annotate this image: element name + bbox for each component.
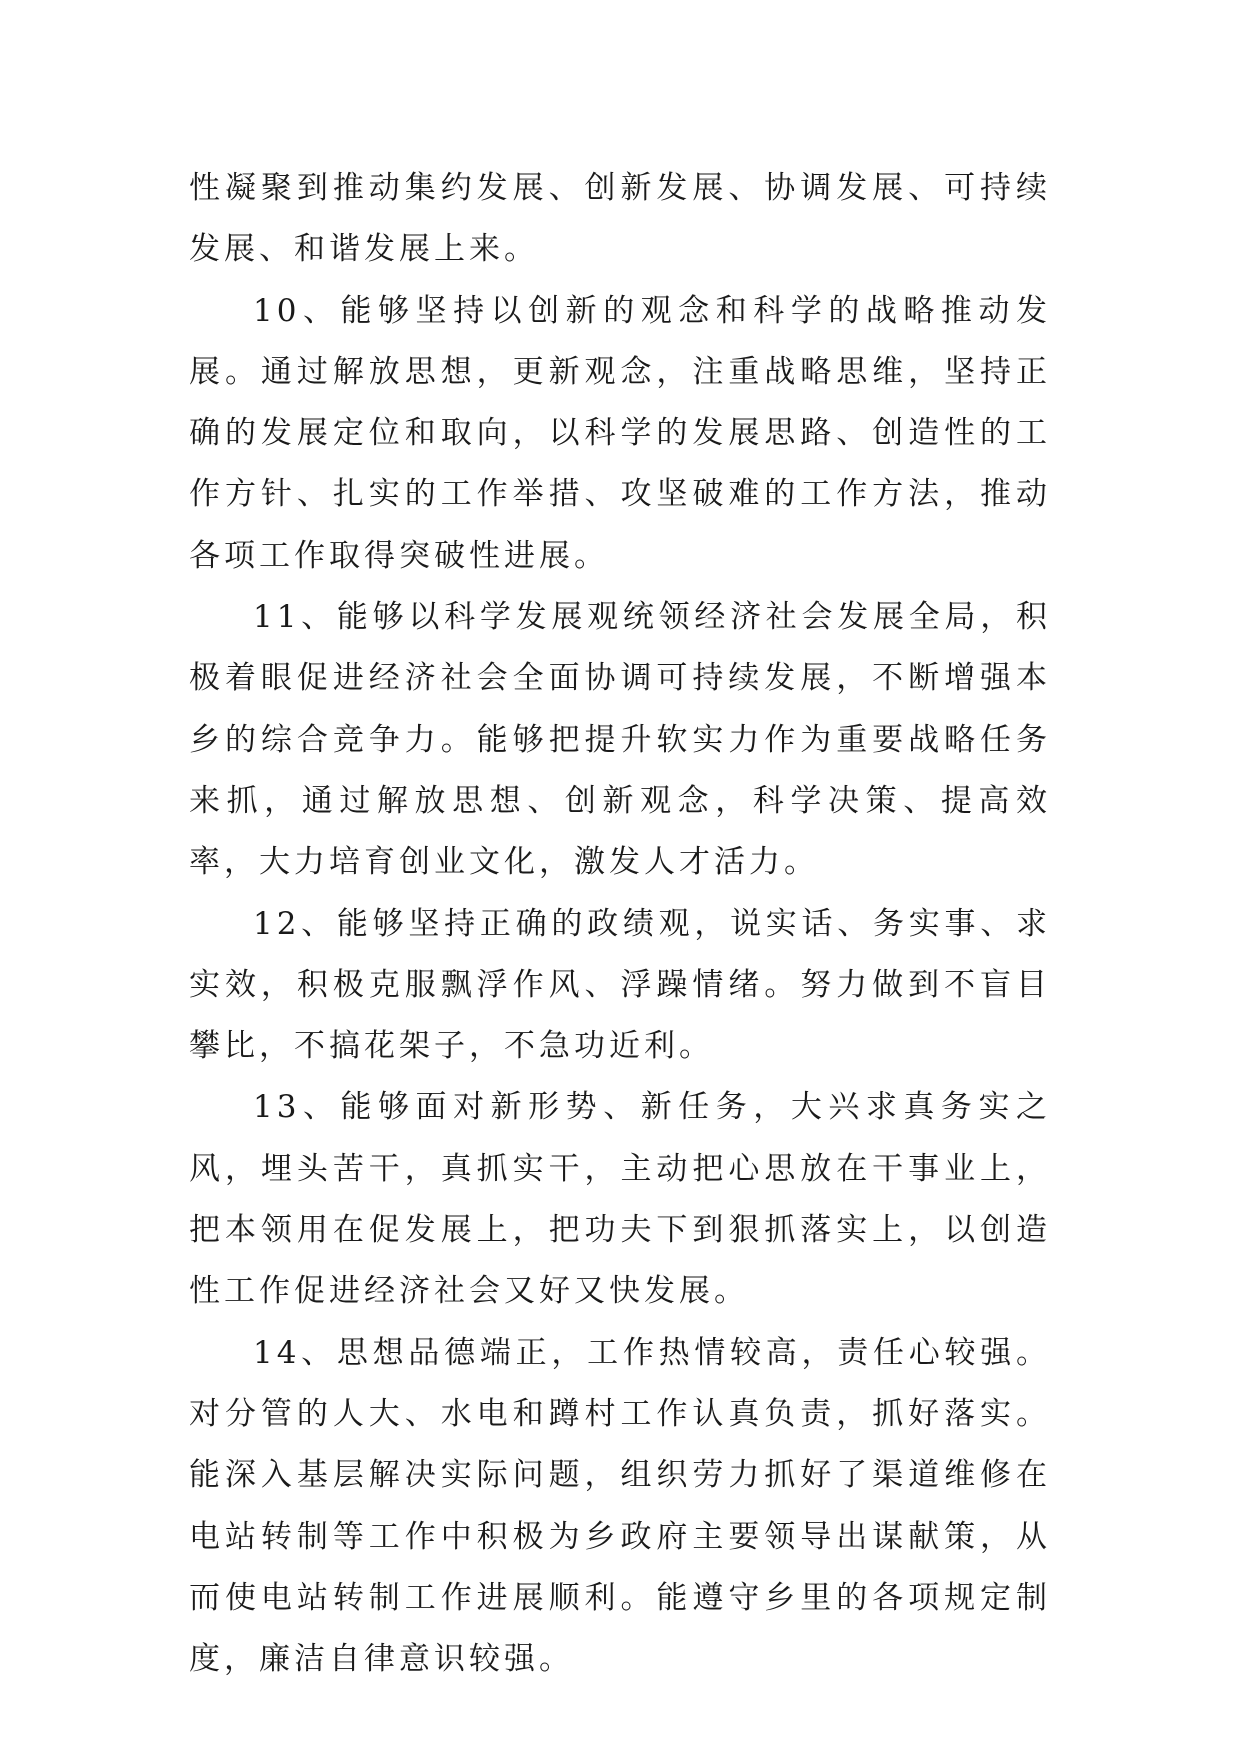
paragraph-item-12: 12、能够坚持正确的政绩观，说实话、务实事、求实效，积极克服飘浮作风、浮躁情绪。努力做到不盲目攀比，不搞花架子，不急功近利。 bbox=[189, 905, 1051, 1065]
paragraph-item-11: 11、能够以科学发展观统领经济社会发展全局，积极着眼促进经济社会全面协调可持续发展，不断增强本乡的综合竞争力。能够把提升软实力作为重要战略任务来抓，通过解放思想、创新观念，科学决策、提高效率，大力培育创业文化，激发人才活力。 bbox=[189, 599, 1051, 881]
document-body bbox=[189, 158, 1051, 1690]
paragraph-item-10: 10、能够坚持以创新的观念和科学的战略推动发展。通过解放思想，更新观念，注重战略思维，坚持正确的发展定位和取向，以科学的发展思路、创造性的工作方针、扎实的工作举措、攻坚破难的工作方法，推动各项工作取得突破性进展。 bbox=[189, 292, 1051, 574]
paragraph-item-13: 13、能够面对新形势、新任务，大兴求真务实之风，埋头苦干，真抓实干，主动把心思放在干事业上，把本领用在促发展上，把功夫下到狠抓落实上，以创造性工作促进经济社会又好又快发展。 bbox=[189, 1089, 1051, 1310]
paragraph-item-14: 14、思想品德端正，工作热情较高，责任心较强。对分管的人大、水电和蹲村工作认真负责，抓好落实。能深入基层解决实际问题，组织劳力抓好了渠道维修在电站转制等工作中积极为乡政府主要领导出谋献策，从而使电站转制工作进展顺利。能遵守乡里的各项规定制度，廉洁自律意识较强。 bbox=[189, 1334, 1051, 1678]
paragraph-continuation: 性凝聚到推动集约发展、创新发展、协调发展、可持续发展、和谐发展上来。 bbox=[189, 170, 1051, 268]
